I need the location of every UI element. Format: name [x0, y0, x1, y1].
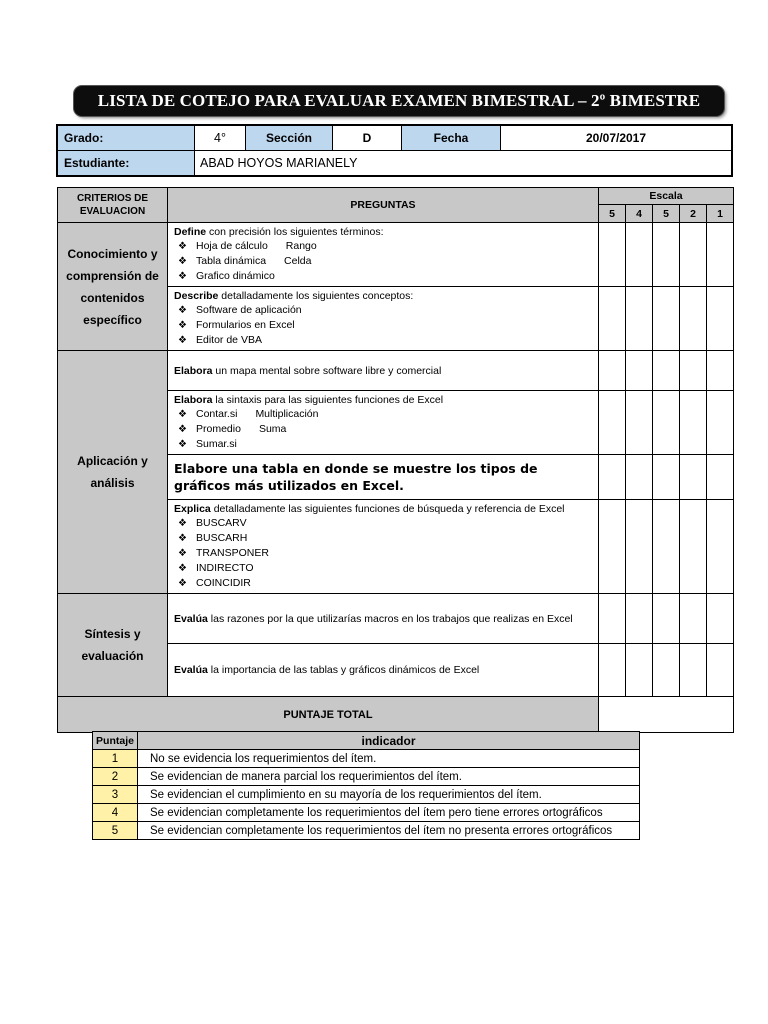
score-cell[interactable]	[653, 644, 680, 697]
score-cell[interactable]	[626, 644, 653, 697]
score-cell[interactable]	[626, 223, 653, 287]
score-cell[interactable]	[680, 287, 707, 351]
score-cell[interactable]	[680, 351, 707, 391]
student-info-table	[56, 124, 733, 177]
question-6: Explica detalladamente las siguientes funciones de búsqueda y referencia de Excel ❖ BUSCARV ❖ BUSCARH ❖ TRANSPONER ❖ INDIRECTO ❖ COINCIDIR	[168, 500, 599, 594]
score-cell[interactable]	[707, 594, 734, 644]
estudiante-value: ABAD HOYOS MARIANELY	[195, 151, 733, 177]
score-cell[interactable]	[626, 391, 653, 455]
score-cell[interactable]	[626, 594, 653, 644]
score-cell[interactable]	[626, 287, 653, 351]
legend-score: 1	[93, 750, 138, 768]
score-cell[interactable]	[653, 391, 680, 455]
estudiante-label: Estudiante:	[57, 151, 195, 177]
page-title: LISTA DE COTEJO PARA EVALUAR EXAMEN BIMESTRAL – 2º BIMESTRE	[74, 86, 724, 116]
seccion-label: Sección	[246, 125, 333, 151]
puntaje-total-label: PUNTAJE TOTAL	[58, 697, 599, 733]
score-cell[interactable]	[653, 594, 680, 644]
legend-score: 2	[93, 768, 138, 786]
question-7: Evalúa las razones por la que utilizarías macros en los trabajos que realizas en Excel	[168, 594, 599, 644]
score-cell[interactable]	[680, 644, 707, 697]
legend-header-puntaje: Puntaje	[93, 732, 138, 750]
question-8: Evalúa la importancia de las tablas y gráficos dinámicos de Excel	[168, 644, 599, 697]
score-cell[interactable]	[599, 391, 626, 455]
legend-header-indicador: indicador	[138, 732, 640, 750]
score-cell[interactable]	[599, 500, 626, 594]
score-cell[interactable]	[680, 594, 707, 644]
escala-col: 1	[707, 205, 734, 223]
legend-text: No se evidencia los requerimientos del ítem.	[138, 750, 640, 768]
score-cell[interactable]	[680, 391, 707, 455]
question-1: Define con precisión los siguientes términos: ❖ Hoja de cálculo Rango ❖ Tabla dinámica Celda ❖ Grafico dinámico	[168, 223, 599, 287]
score-cell[interactable]	[599, 455, 626, 500]
score-cell[interactable]	[707, 287, 734, 351]
score-cell[interactable]	[707, 351, 734, 391]
score-cell[interactable]	[680, 500, 707, 594]
criterio-aplicacion: Aplicación y análisis	[58, 351, 168, 594]
legend-text: Se evidencian de manera parcial los requerimientos del ítem.	[138, 768, 640, 786]
seccion-value: D	[333, 125, 402, 151]
score-cell[interactable]	[707, 500, 734, 594]
score-cell[interactable]	[626, 351, 653, 391]
legend-score: 4	[93, 804, 138, 822]
preguntas-header: PREGUNTAS	[168, 188, 599, 223]
evaluation-table	[57, 187, 734, 733]
score-cell[interactable]	[707, 644, 734, 697]
escala-col: 5	[599, 205, 626, 223]
score-cell[interactable]	[626, 455, 653, 500]
score-cell[interactable]	[680, 455, 707, 500]
criterio-conocimiento: Conocimiento y comprensión de contenidos específico	[58, 223, 168, 351]
fecha-value: 20/07/2017	[501, 125, 733, 151]
escala-col: 4	[626, 205, 653, 223]
score-cell[interactable]	[599, 644, 626, 697]
score-cell[interactable]	[707, 455, 734, 500]
legend-text: Se evidencian el cumplimiento en su mayoría de los requerimientos del ítem.	[138, 786, 640, 804]
legend-table	[92, 731, 640, 840]
score-cell[interactable]	[653, 500, 680, 594]
score-cell[interactable]	[707, 223, 734, 287]
grado-value: 4°	[195, 125, 246, 151]
question-4: Elabora la sintaxis para las siguientes funciones de Excel ❖ Contar.si Multiplicación ❖ Promedio Suma ❖ Sumar.si	[168, 391, 599, 455]
score-cell[interactable]	[653, 223, 680, 287]
score-cell[interactable]	[653, 455, 680, 500]
score-cell[interactable]	[599, 594, 626, 644]
score-cell[interactable]	[680, 223, 707, 287]
question-3: Elabora un mapa mental sobre software libre y comercial	[168, 351, 599, 391]
escala-header: Escala	[599, 188, 734, 205]
legend-text: Se evidencian completamente los requerimientos del ítem no presenta errores ortográficos	[138, 822, 640, 840]
score-cell[interactable]	[626, 500, 653, 594]
score-cell[interactable]	[707, 391, 734, 455]
question-5: Elabore una tabla en donde se muestre los tipos de gráficos más utilizados en Excel.	[168, 455, 599, 500]
criterios-header: CRITERIOS DE EVALUACION	[58, 188, 168, 223]
grado-label: Grado:	[57, 125, 195, 151]
score-cell[interactable]	[599, 351, 626, 391]
score-cell[interactable]	[653, 287, 680, 351]
legend-text: Se evidencian completamente los requerimientos del ítem pero tiene errores ortográficos	[138, 804, 640, 822]
escala-col: 5	[653, 205, 680, 223]
criterio-sintesis: Síntesis y evaluación	[58, 594, 168, 697]
score-cell[interactable]	[653, 351, 680, 391]
escala-col: 2	[680, 205, 707, 223]
legend-score: 5	[93, 822, 138, 840]
question-2: Describe detalladamente los siguientes conceptos: ❖ Software de aplicación ❖ Formularios en Excel ❖ Editor de VBA	[168, 287, 599, 351]
score-cell[interactable]	[599, 223, 626, 287]
puntaje-total-value[interactable]	[599, 697, 734, 733]
score-cell[interactable]	[599, 287, 626, 351]
fecha-label: Fecha	[402, 125, 501, 151]
legend-score: 3	[93, 786, 138, 804]
